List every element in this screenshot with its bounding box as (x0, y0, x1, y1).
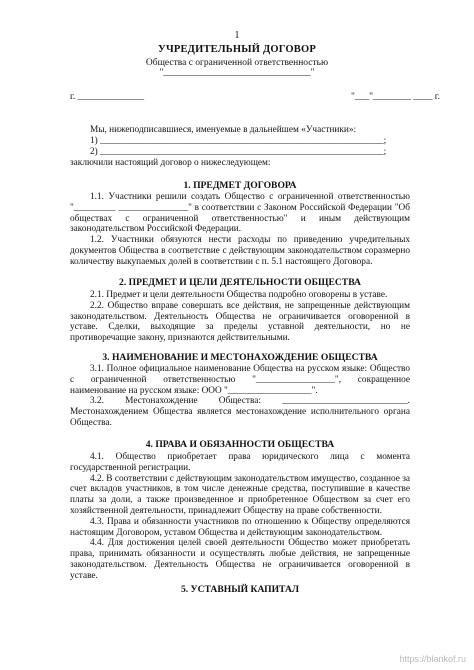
intro-line: Мы, нижеподписавшиеся, именуемые в дальнейшем «Участники»: (90, 125, 357, 135)
participant-2-line: 2) _____________________________________________________________; (90, 147, 387, 157)
section-2-heading: 2. ПРЕДМЕТ И ЦЕЛИ ДЕЯТЕЛЬНОСТИ ОБЩЕСТВА (119, 277, 361, 288)
paragraph: 2.1. Предмет и цели деятельности Общества подробно оговорены в уставе. (90, 290, 388, 300)
section-1-body (70, 192, 410, 268)
section-3-body (70, 364, 410, 429)
participant-1-line: 1) _____________________________________________________________; (90, 136, 387, 146)
intro-conclusion: заключили настоящий договор о нижеследующем: (70, 158, 271, 168)
paragraph: 1.2. Участники обязуются нести расходы по приведению учредительных документов Общества в соответствие с действующим законодательством соразмерно количеству выкупаемых долей в соответствии с п. 5.1 настоящего Договора. (70, 235, 410, 267)
intro-block (70, 125, 410, 169)
page-number: 1 (234, 30, 240, 41)
paragraph: 4.3. Права и обязанности участников по отношению к Обществу определяются настоящим Договором, уставом Общества и действующим законодательством. (70, 516, 410, 538)
paragraph: 1.1. Участники решили создать Общество с ограниченной ответственностью "_________ _______________" в соответствии с Законом Российской Федерации "Об обществах с ограниченной ответственностью" и иным действующим законодательством Российской Федерации. (70, 192, 410, 235)
date-field: "___"________ ____ г. (351, 92, 440, 102)
document-subtitle: Общества с ограниченной ответственностью (145, 58, 329, 68)
paragraph: 3.2. Местонахождение Общества: ___________________________. Местонахождением Общества является местонахождение исполнительного органа Общества. (70, 396, 410, 428)
document-title: УЧРЕДИТЕЛЬНЫЙ ДОГОВОР (158, 44, 316, 55)
paragraph: 4.1. Общество приобретает права юридического лица с момента государственной регистрации. (70, 452, 410, 473)
section-5-heading: 5. УСТАВНЫЙ КАПИТАЛ (180, 584, 300, 595)
watermark-link[interactable]: https://blankof.ru (399, 654, 466, 664)
company-name-blank: "_______________________________" (159, 68, 315, 78)
section-3-heading: 3. НАИМЕНОВАНИЕ И МЕСТОНАХОЖДЕНИЕ ОБЩЕСТВА (102, 352, 378, 363)
paragraph: 2.2. Общество вправе совершать все действия, не запрещенные действующим законодательством. Деятельность Общества не ограничивается оговоренной в уставе. Сделки, выходящие за пределы уставной деятельности, но не противоречащие закону, признаются действительными. (70, 300, 410, 344)
section-4-heading: 4. ПРАВА И ОБЯЗАННОСТИ ОБЩЕСТВА (145, 439, 335, 450)
paragraph: 3.1. Полное официальное наименование Общества на русском языке: Общество с ограниченной ответственностью "_________________", сокращенное наименование на русском языке: ООО "__________________". (70, 364, 410, 396)
section-2-body (70, 290, 410, 344)
paragraph: 4.4. Для достижения целей своей деятельности Общество может приобретать права, принимать обязанности и осуществлять любые действия, не запрещенные законодательством. Деятельность Общества не ограничивается оговоренной в уставе. (70, 538, 410, 581)
section-4-body (70, 452, 410, 582)
city-field: г. ______________ (70, 92, 145, 102)
paragraph: 4.2. В соответствии с действующим законодательством имущество, созданное за счет вкладов участников, в том числе денежные средства, поступившие в качестве платы за доли, а также произведенное и приобретенное Обществом за счет его хозяйственной деятельности, принадлежит Обществу на праве собственности. (70, 473, 410, 516)
section-1-heading: 1. ПРЕДМЕТ ДОГОВОРА (183, 180, 297, 191)
